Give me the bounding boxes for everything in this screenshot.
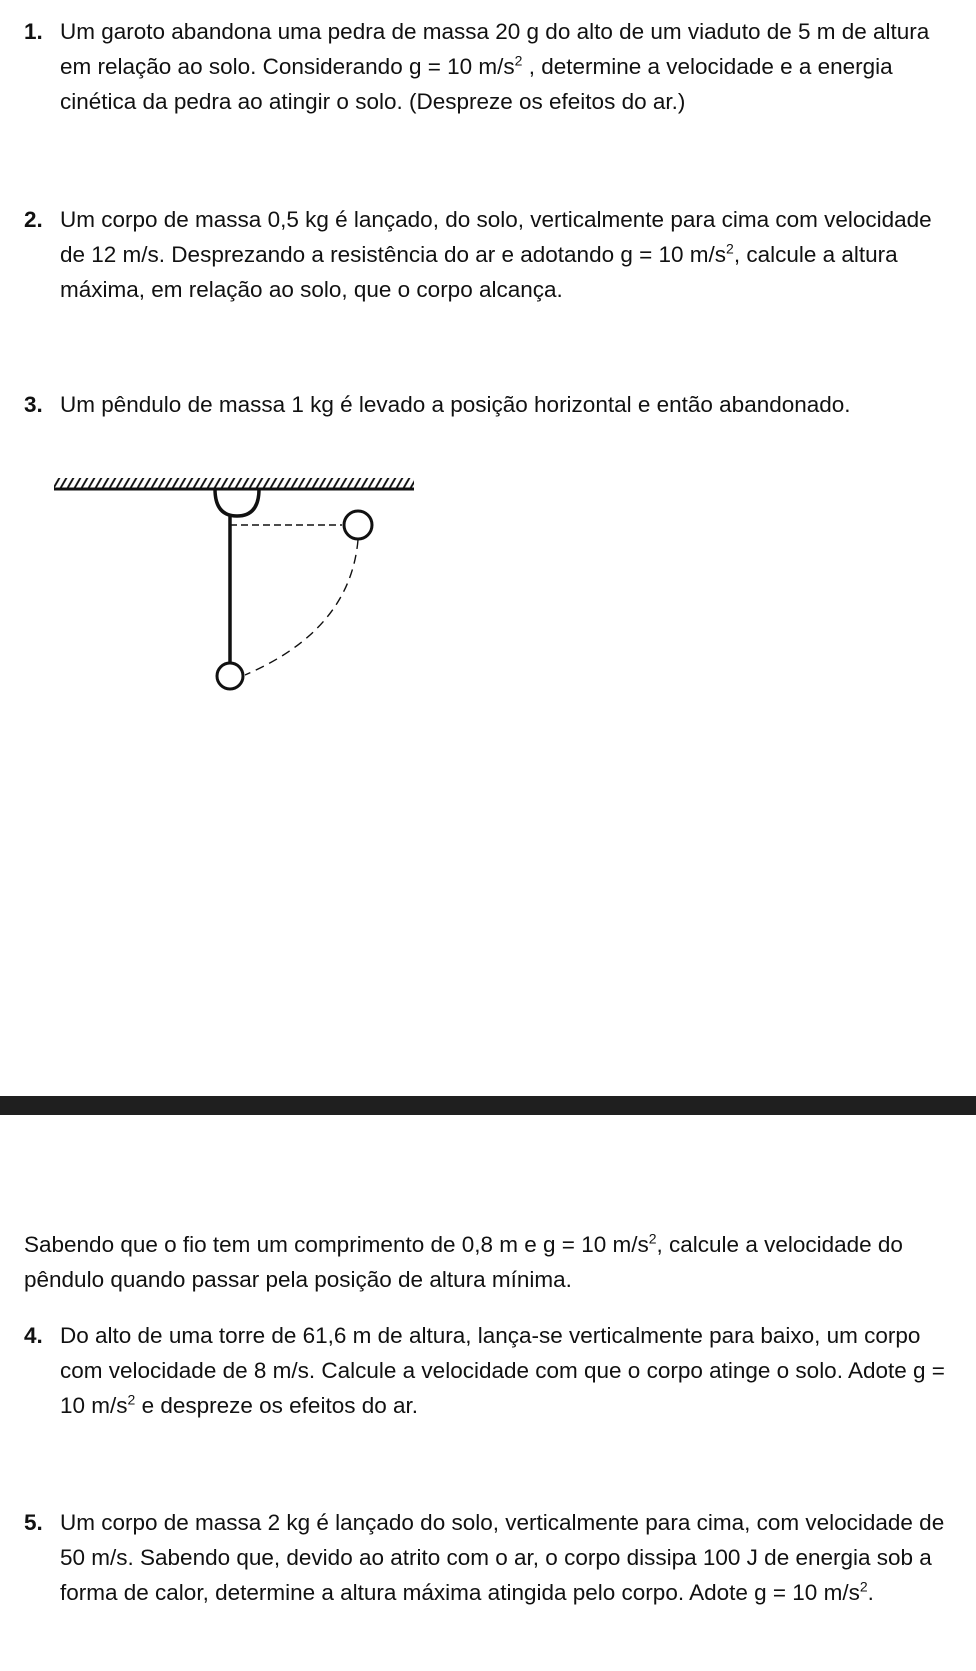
pivot-hook	[215, 489, 259, 516]
exponent: 2	[127, 1391, 136, 1408]
question-number: 4.	[24, 1323, 43, 1348]
question-text: Um pêndulo de massa 1 kg é levado a posição horizontal e então abandonado.	[60, 392, 851, 417]
gravity-formula: g = 10 m/s	[620, 242, 727, 267]
question-3	[24, 387, 958, 422]
gravity-formula: g = 10 m/s	[60, 1358, 945, 1418]
exponent: 2	[726, 240, 734, 257]
question-1	[24, 14, 958, 119]
question-2	[24, 202, 958, 307]
gravity-formula: g = 10 m/s	[754, 1580, 860, 1605]
question-number: 1.	[24, 19, 43, 44]
question-number: 5.	[24, 1510, 43, 1535]
question-text: Do alto de uma torre de 61,6 m de altura, lança-se verticalmente para baixo, um corpo com velocidade de 8 m/s. Calcule a velocidade com que o corpo atinge o solo. Adote g = 10 $m/s^2$ e despreze os efeitos do ar.	[60, 1323, 945, 1418]
trajectory-arc	[245, 540, 358, 675]
question-number: 2.	[24, 207, 43, 232]
question-3-continuation: Sabendo que o fio tem um comprimento de 0,8 m e g = 10 $m/s^2$, calcule a velocidade do pêndulo quando passar pela posição de altura mínima.	[24, 1230, 903, 1292]
question-text: Um corpo de massa 2 kg é lançado do solo, verticalmente para cima, com velocidade de 50 m/s. Sabendo que, devido ao atrito com o ar, o corpo dissipa 100 J de energia sob a forma de calor, determine a altura máxima atingida pelo corpo. Adote g = 10 $m/s^2$.	[60, 1510, 945, 1605]
gravity-formula: g = 10 m/s	[408, 54, 515, 79]
pendulum-diagram	[40, 470, 420, 720]
bob-lowest	[217, 663, 243, 689]
question-text: Um corpo de massa 0,5 kg é lançado, do solo, verticalmente para cima com velocidade de 12 m/s. Desprezando a resistência do ar e adotando g = 10 $m/s^2$, calcule a altura máxima, em relação ao solo, que o corpo alcança.	[60, 207, 932, 302]
page-divider	[0, 1096, 976, 1115]
question-4	[24, 1318, 958, 1423]
exponent: 2	[648, 1230, 657, 1247]
question-number: 3.	[24, 392, 43, 417]
question-5	[24, 1505, 958, 1610]
exponent: 2	[859, 1578, 868, 1595]
exponent: 2	[514, 52, 523, 69]
question-text: Um garoto abandona uma pedra de massa 20 g do alto de um viaduto de 5 m de altura em relação ao solo. Considerando g = 10 $m/s^2$ , determine a velocidade e a energia cinética da pedra ao atingir o solo. (Despreze os efeitos do ar.)	[60, 19, 930, 114]
ceiling	[54, 478, 414, 489]
bob-horizontal	[344, 511, 372, 539]
gravity-formula: g = 10 m/s	[543, 1232, 649, 1257]
